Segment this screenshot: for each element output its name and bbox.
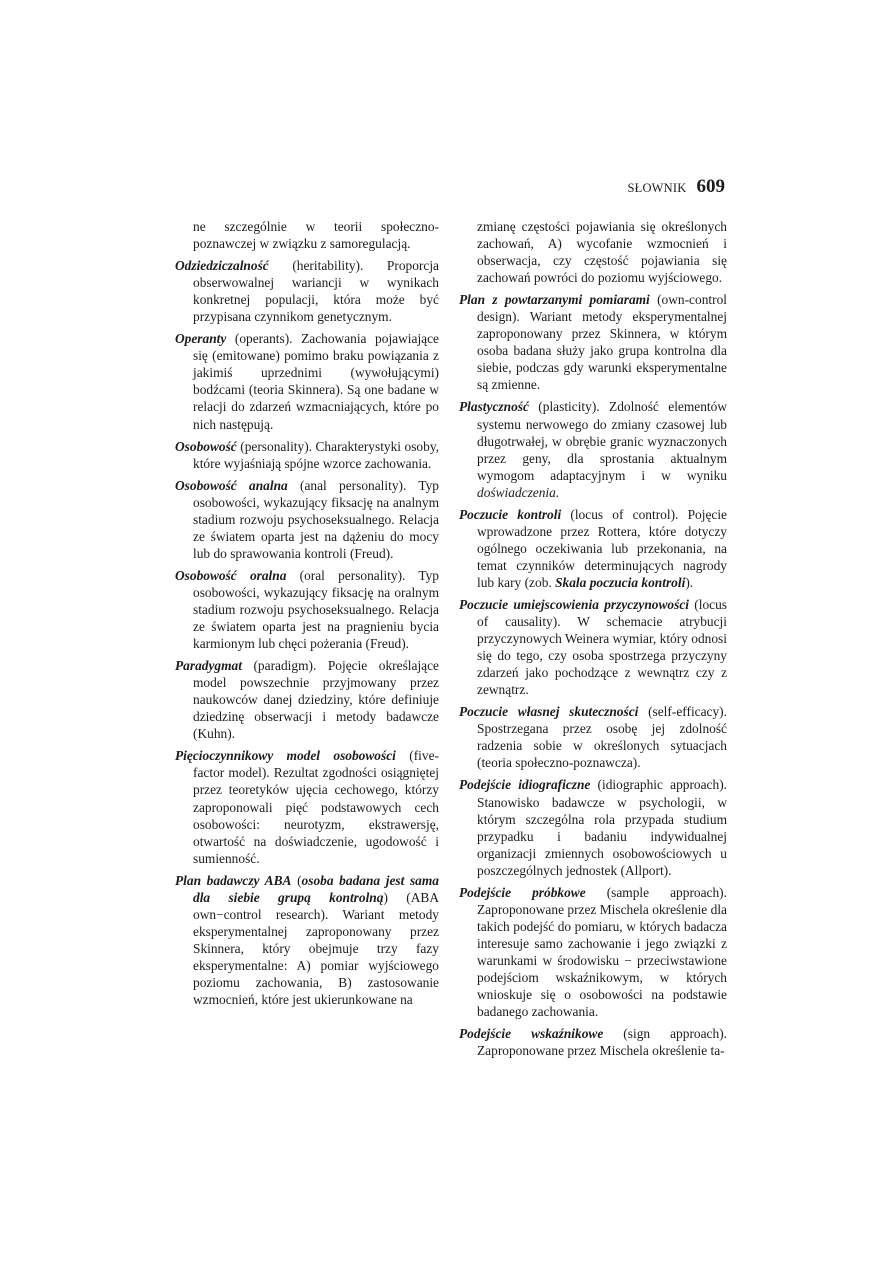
entry-definition: (oral personality). Typ osobowości, wykazujący fiksację na oralnym stadium rozwoju psychoseksualnego. Relacja ze światem oparta jest na pragnieniu bycia karmionym lub chęci pożerania (Freud). (193, 567, 439, 652)
entry-alt-term: osoba badana jest sama dla siebie grupą kontrolną (193, 872, 439, 905)
entry-term: Podejście idiograficzne (459, 777, 591, 793)
glossary-entry (175, 257, 439, 325)
glossary-entry (459, 884, 727, 1020)
glossary-entry (459, 1025, 727, 1059)
entry-definition: (locus of causality). W schemacie atrybucji przyczynowych Weinera wymiar, który odnosi się do tego, czy osoba spostrzega przyczyny zdarzeń jako pochodzące z wewnątrz czy z zewnątrz. (477, 596, 727, 698)
glossary-entry (459, 596, 727, 698)
entry-definition: (operants). Zachowania pojawiające się (emitowane) pomimo braku powiązania z jakimiś uprzednimi (wywołującymi) bodźcami (teoria Skinnera). Są one badane w relacji do zdarzeń wzmacniających, które po nich następują. (193, 331, 439, 432)
right-column (459, 218, 727, 1064)
entry-term: Plan badawczy ABA (175, 872, 292, 888)
entry-term: Pięcioczynnikowy model osobowości (175, 748, 396, 764)
entry-end: ). (685, 574, 694, 590)
entry-definition: (personality). Charakterystyki osoby, które wyjaśniają spójne wzorce zachowania. (193, 438, 439, 471)
entry-definition: (plasticity). Zdolność elementów systemu nerwowego do zmiany czasowej lub długotrwałej, w obrębie granic wyznaczonych przez geny, dla sprostania aktualnym wymogom adaptacyjnym i w wyniku (477, 399, 727, 483)
entry-term: Osobowość oralna (175, 567, 287, 583)
glossary-entry (459, 506, 727, 591)
glossary-entry (175, 872, 439, 1008)
entry-definition: ) (ABA own−control research). Wariant metody eksperymentalnej zaproponowany przez Skinnera, który obejmuje trzy fazy eksperymentalne: A) pomiar wyjściowego poziomu zachowania, B) zastosowanie wzmocnień, które jest ukierunkowane na (193, 889, 439, 1008)
entry-definition: (paradigm). Pojęcie określające model powszechnie przyjmowany przez naukowców danej dziedziny, które definiuje dziedzinę obserwacji i metody badawcze (Kuhn). (193, 658, 439, 742)
entry-term: Podejście próbkowe (459, 884, 586, 900)
cross-reference: Skala poczucia kontroli (555, 574, 686, 590)
left-column (175, 218, 439, 1013)
glossary-entry (175, 747, 439, 866)
glossary-entry (459, 398, 727, 500)
entry-definition: (locus of control). Pojęcie wprowadzone przez Rottera, które dotyczy ogólnego oczekiwania lub przekonania, na temat czynników determinujących nagrody lub kary (zob. (477, 506, 727, 590)
entry-definition: (idiographic approach). Stanowisko badawcze w psychologii, w którym szczególna rola przypada studium przypadku i badaniu indywidualnej organizacji zmiennych osobowościowych u poszczególnych jednostek (Allport). (477, 777, 728, 878)
entry-term: Operanty (175, 331, 227, 347)
entry-term: Plan z powtarzanymi pomiarami (459, 292, 650, 308)
entry-paren: ( (291, 872, 302, 888)
entry-definition: (sample approach). Zaproponowane przez Mischela określenie dla takich podejść do pomiaru, w których badacza interesuje samo zachowanie i jego związki z warunkami w środowisku − przeciwstawione podejściom wskaźnikowym, w których wnioskuje się o osobowości na podstawie badanego zachowania. (477, 884, 727, 1020)
section-title: SŁOWNIK (627, 181, 687, 195)
glossary-entry (459, 291, 727, 393)
running-header (627, 176, 725, 198)
entry-continuation: zmianę częstości pojawiania się określonych zachowań, A) wycofanie wzmocnień i obserwacja, czy częstość pojawiania się zachowań powróci do poziomu wyjściowego. (477, 219, 727, 286)
glossary-entry (175, 657, 439, 742)
entry-definition: (five-factor model). Rezultat zgodności osiągniętej przez teoretyków ujęcia cechowego, którzy zaproponowali pięć podstawowych cech osobowości: neurotyzm, ekstrawersję, otwartość na doświadczenie, ugodowość i sumienność. (193, 748, 439, 866)
entry-definition: (own-control design). Wariant metody eksperymentalnej zaproponowany przez Skinnera, w którym osoba badana służy jako grupa kontrolna dla siebie, podczas gdy warunki eksperymentalne są zmienne. (477, 292, 727, 393)
entry-definition: (heritability). Proporcja obserwowalnej wariancji w wynikach konkretnej populacji, która może być przypisana czynnikom genetycznym. (193, 258, 439, 325)
entry-continuation: ne szczególnie w teorii społeczno-poznawczej w związku z samoregulacją. (193, 219, 439, 252)
entry-term: Poczucie własnej skuteczności (459, 704, 639, 720)
entry-term: Odziedziczalność (175, 258, 269, 274)
entry-definition: (self-efficacy). Spostrzegana przez osobę jej zdolność radzenia sobie w określonych sytuacjach (teoria społeczno-poznawcza). (477, 704, 727, 771)
entry-term: Poczucie kontroli (459, 506, 562, 522)
entry-term: Paradygmat (175, 658, 242, 674)
glossary-entry (175, 477, 439, 562)
entry-definition: (sign approach). Zaproponowane przez Mischela określenie ta- (477, 1026, 727, 1059)
entry-definition-tail: doświadczenia. (477, 484, 560, 500)
entry-term: Osobowość (175, 438, 237, 454)
glossary-entry (459, 703, 727, 771)
entry-term: Plastyczność (459, 399, 529, 415)
entry-term: Podejście wskaźnikowe (459, 1026, 604, 1042)
entry-definition: (anal personality). Typ osobowości, wykazujący fiksację na analnym stadium rozwoju psychoseksualnego. Relacja ze światem oparta jest na dążeniu do mocy lub do sprawowania kontroli (Freud). (193, 477, 439, 561)
entry-term: Osobowość analna (175, 477, 288, 493)
glossary-entry (459, 776, 727, 878)
glossary-entry (175, 330, 439, 432)
page-number: 609 (696, 176, 725, 197)
glossary-entry (175, 438, 439, 472)
glossary-entry (175, 567, 439, 652)
entry-term: Poczucie umiejscowienia przyczynowości (459, 596, 689, 612)
